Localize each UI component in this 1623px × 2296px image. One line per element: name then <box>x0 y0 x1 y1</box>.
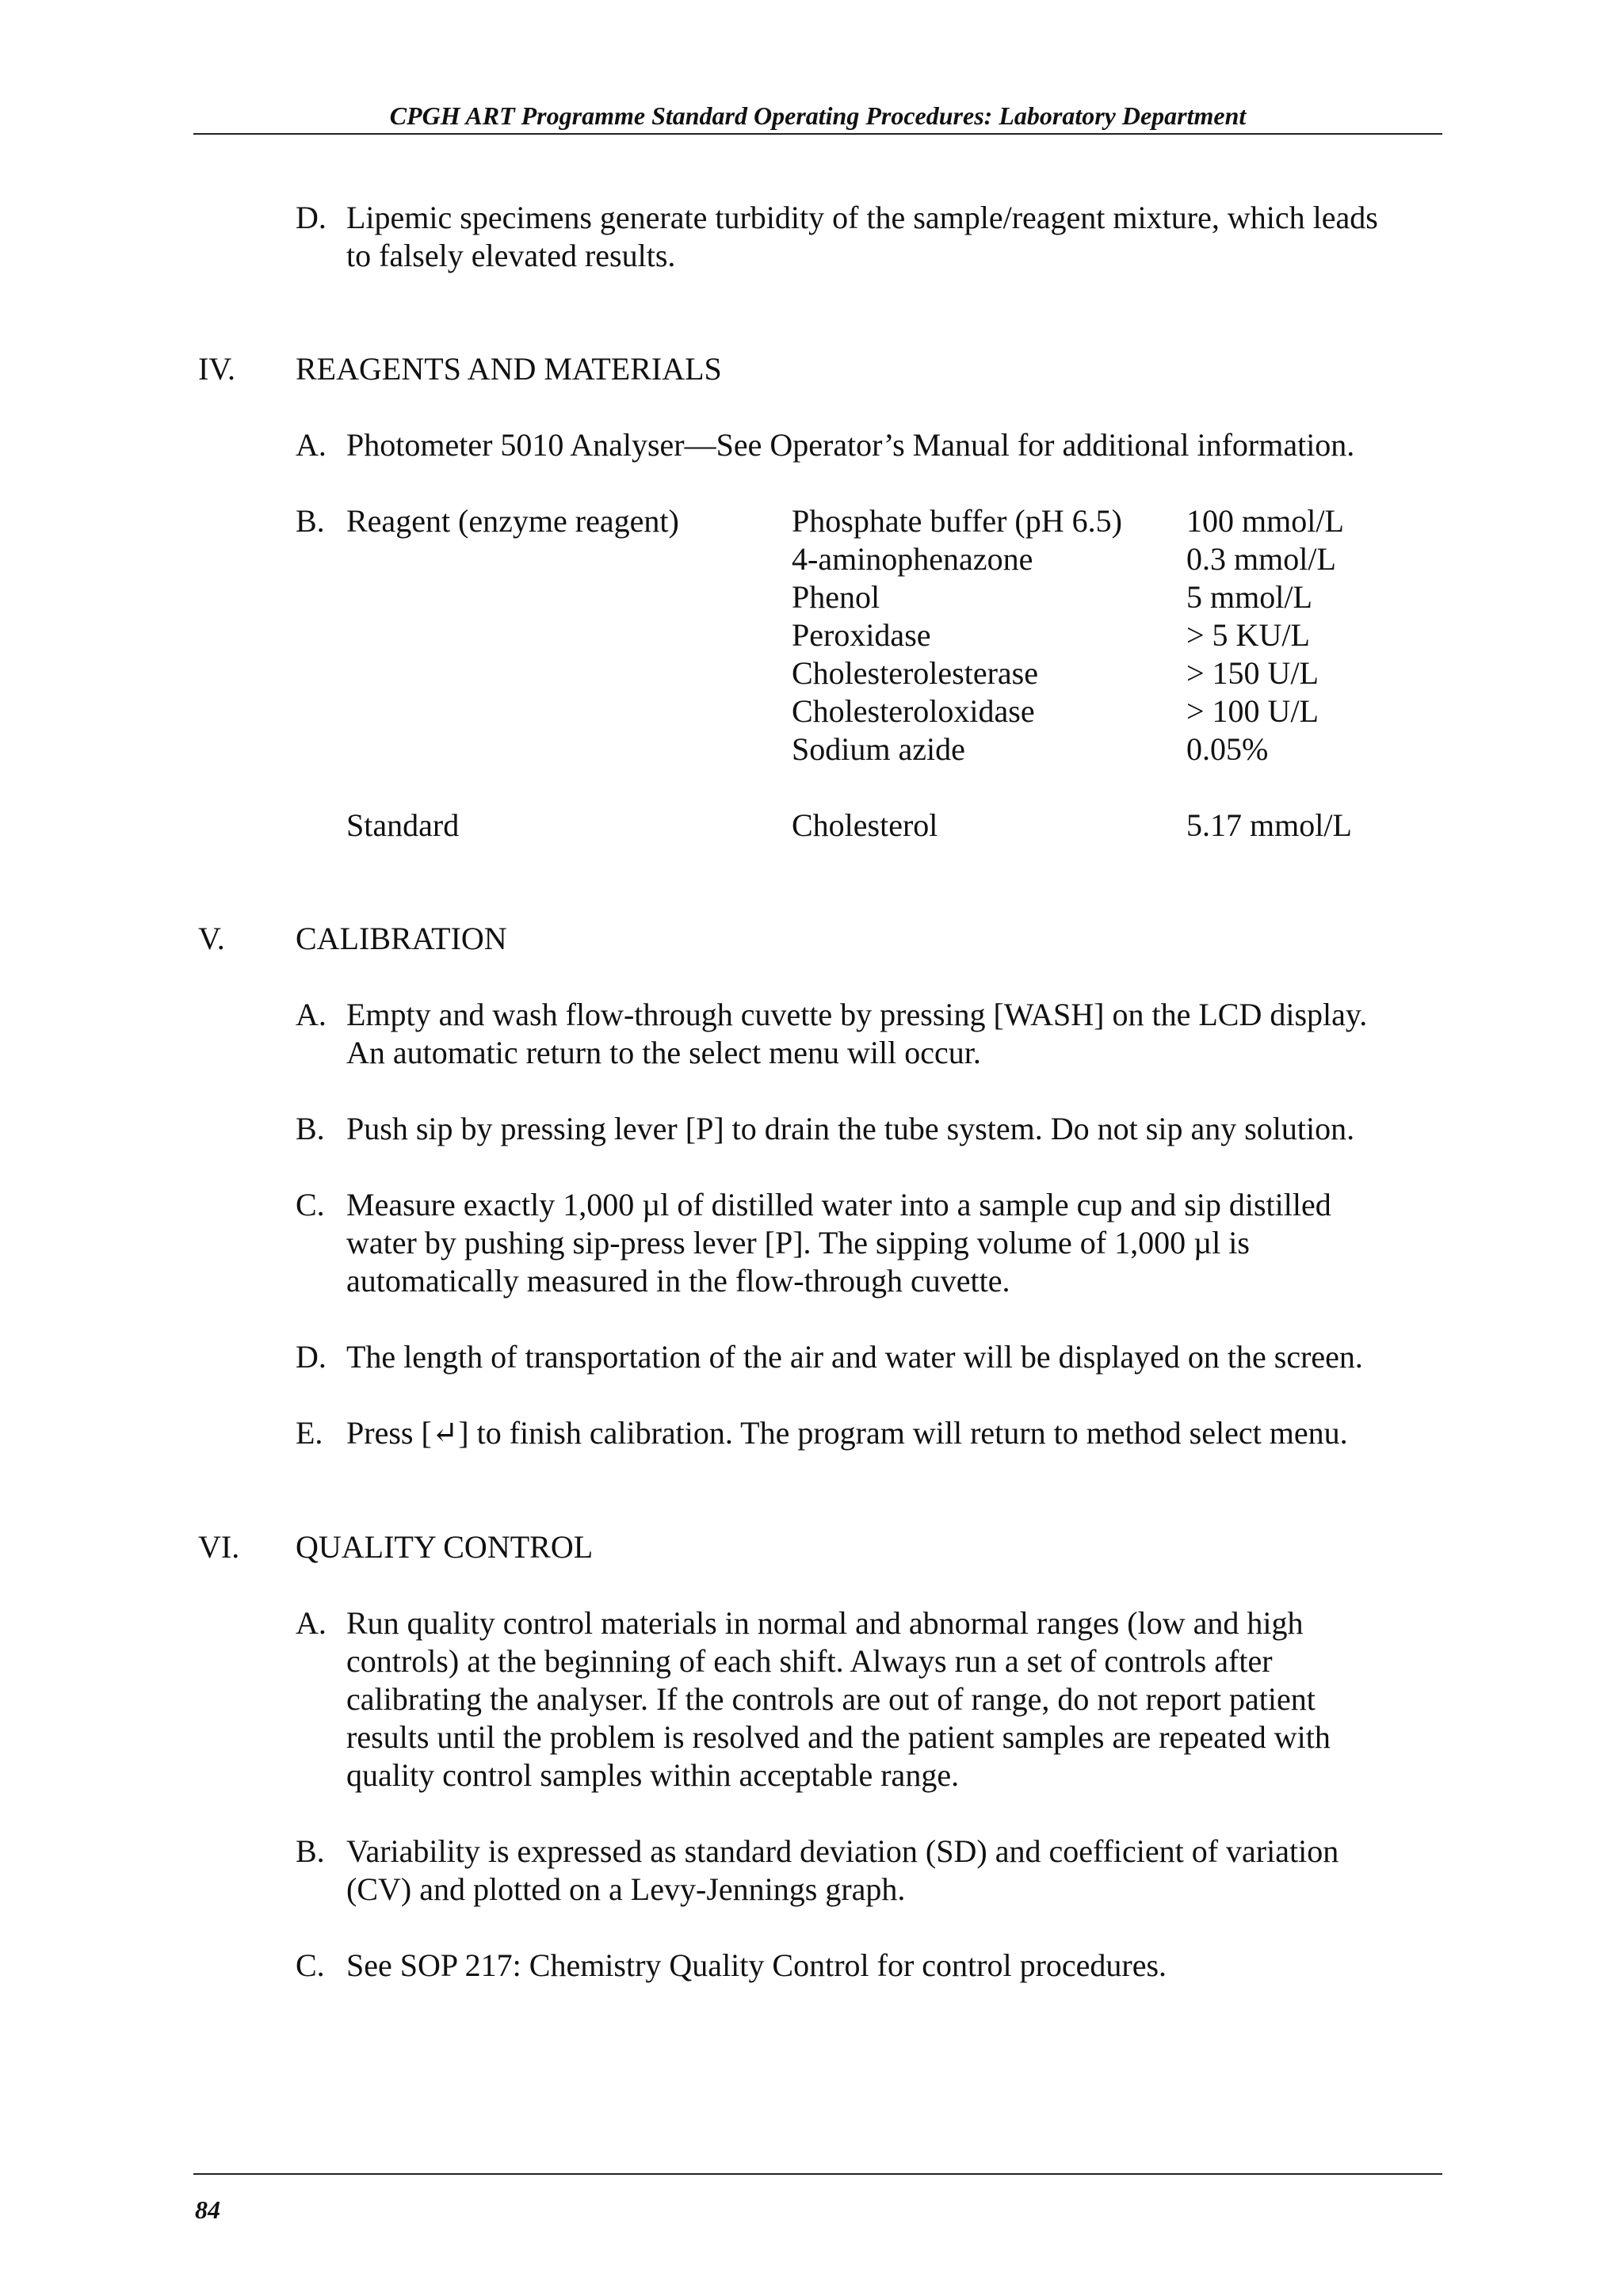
item-letter: C. <box>296 1947 325 1983</box>
reagent-value: 0.05% <box>1186 731 1269 767</box>
section-title: REAGENTS AND MATERIALS <box>296 351 722 387</box>
reagent-component: Phosphate buffer (pH 6.5) <box>792 503 1122 539</box>
item-line: Variability is expressed as standard deviation (SD) and coefficient of variation <box>346 1833 1339 1869</box>
section-title: QUALITY CONTROL <box>296 1529 594 1565</box>
reagent-value: > 100 U/L <box>1186 693 1319 729</box>
reagent-component: Sodium azide <box>792 731 965 767</box>
page-number: 84 <box>195 2195 220 2224</box>
item-line: Photometer 5010 Analyser—See Operator’s Manual for additional information. <box>346 427 1355 463</box>
item-line: to falsely elevated results. <box>346 238 676 273</box>
item-line: water by pushing sip-press lever [P]. The sipping volume of 1,000 µl is <box>346 1225 1250 1261</box>
item-line: quality control samples within acceptable range. <box>346 1757 960 1793</box>
item-line: controls) at the beginning of each shift. Always run a set of controls after <box>346 1643 1273 1679</box>
item-letter: A. <box>296 997 327 1032</box>
item-line: Push sip by pressing lever [P] to drain the tube system. Do not sip any solution. <box>346 1111 1355 1146</box>
item-line: Empty and wash flow-through cuvette by pressing [WASH] on the LCD display. <box>346 997 1368 1032</box>
item-letter: A. <box>296 1605 327 1641</box>
item-line: results until the problem is resolved and the patient samples are repeated with <box>346 1719 1331 1755</box>
item-letter: B. <box>296 503 325 539</box>
reagent-component: Cholesteroloxidase <box>792 693 1035 729</box>
item-letter: B. <box>296 1833 325 1869</box>
section-title: CALIBRATION <box>296 921 507 956</box>
reagent-component: Peroxidase <box>792 617 931 653</box>
item-line: Measure exactly 1,000 µl of distilled water into a sample cup and sip distilled <box>346 1187 1331 1222</box>
item-line: calibrating the analyser. If the controls are out of range, do not report patient <box>346 1681 1316 1717</box>
reagent-value: 0.3 mmol/L <box>1186 541 1336 577</box>
reagent-value: > 5 KU/L <box>1186 617 1310 653</box>
running-header: CPGH ART Programme Standard Operating Procedures: Laboratory Department <box>389 101 1247 130</box>
reagent-label: Reagent (enzyme reagent) <box>346 503 679 539</box>
item-letter: B. <box>296 1111 325 1146</box>
item-line: Lipemic specimens generate turbidity of the sample/reagent mixture, which leads <box>346 200 1378 235</box>
standard-label: Standard <box>346 807 460 843</box>
reagent-component: 4-aminophenazone <box>792 541 1033 577</box>
section-number: V. <box>198 921 225 956</box>
header-rule <box>193 133 1442 135</box>
item-letter: D. <box>296 1339 327 1375</box>
item-line: The length of transportation of the air and water will be displayed on the screen. <box>346 1339 1363 1375</box>
item-line: See SOP 217: Chemistry Quality Control for control procedures. <box>346 1947 1167 1983</box>
item-line: An automatic return to the select menu will occur. <box>346 1035 981 1070</box>
reagent-value: > 150 U/L <box>1186 655 1319 691</box>
section-number: VI. <box>198 1529 240 1565</box>
reagent-component: Cholesterolesterase <box>792 655 1038 691</box>
item-letter: C. <box>296 1187 325 1222</box>
reagent-component: Phenol <box>792 579 880 615</box>
reagent-value: 5 mmol/L <box>1186 579 1312 615</box>
item-line: automatically measured in the flow-through cuvette. <box>346 1263 1010 1299</box>
item-letter: E. <box>296 1415 323 1451</box>
item-letter: D. <box>296 200 327 235</box>
standard-value: 5.17 mmol/L <box>1186 807 1352 843</box>
reagent-value: 100 mmol/L <box>1186 503 1344 539</box>
item-letter: A. <box>296 427 327 463</box>
standard-component: Cholesterol <box>792 807 938 843</box>
item-line: Run quality control materials in normal and abnormal ranges (low and high <box>346 1605 1304 1641</box>
item-line: (CV) and plotted on a Levy-Jennings graph. <box>346 1871 906 1907</box>
item-line: Press [↵] to finish calibration. The program will return to method select menu. <box>346 1415 1348 1451</box>
footer-rule <box>193 2173 1442 2175</box>
section-number: IV. <box>198 351 236 387</box>
